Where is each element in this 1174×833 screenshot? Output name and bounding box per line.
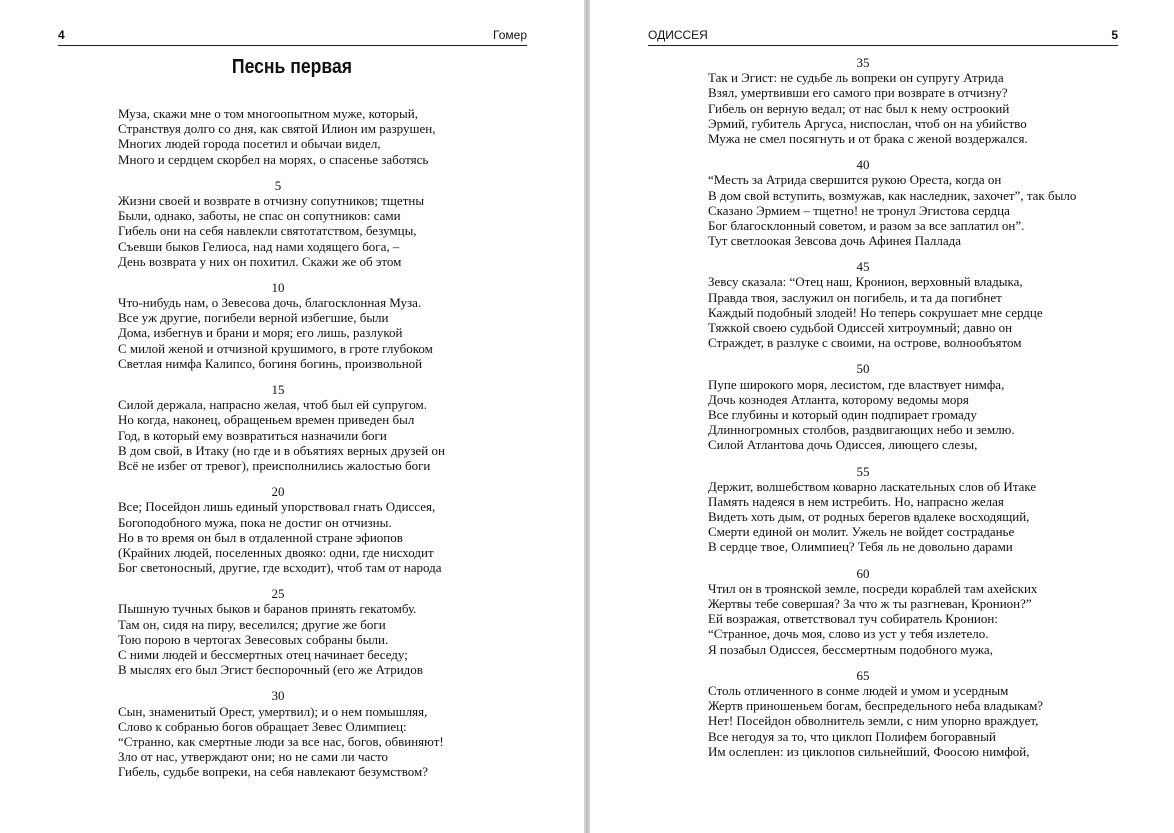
verse-line: С ними людей и бессмертных отец начинает беседу; <box>118 647 408 662</box>
verse-line: Гибель он верную ведал; от нас был к нему остроокий <box>708 100 1010 116</box>
verse-line: Я позабыл Одиссея, бессмертным подобного мужа, <box>708 641 993 657</box>
verse-line: В дом свой, в Итаку (но где и в объятиях верных друзей он <box>118 442 445 458</box>
verse-line: Эрмий, губитель Аргуса, ниспослан, чтоб он на убийство <box>708 115 1027 131</box>
left-verse-column <box>118 106 445 780</box>
verse-line: “Странное, дочь моя, слово из уст у тебя излетело. <box>708 626 989 642</box>
verse-line: “Месть за Атрида свершится рукою Ореста, когда он <box>708 172 1002 188</box>
verse-line: Смерти единой он молит. Ужель не войдет состраданье <box>708 524 1015 540</box>
verse-line: В дом свой вступить, возмужав, как наследник, захочет”, так было <box>708 187 1077 203</box>
verse-line: Жертвы тебе совершая? За что ж ты разгневан, Кронион?” <box>708 596 1032 611</box>
verse-line: Светлая нимфа Калипсо, богиня богинь, произвольной <box>118 355 423 371</box>
verse-line: Странствуя долго со дня, как святой Илион им разрушен, <box>118 121 436 137</box>
left-running-head: Гомер <box>493 28 527 42</box>
verse-line: Что-нибудь нам, о Зевесова дочь, благосклонная Муза. <box>118 295 422 311</box>
stanza <box>118 382 445 473</box>
verse-line: Взял, умертвивши его самого при возврате в отчизну? <box>708 85 1008 101</box>
line-number: 20 <box>271 484 285 500</box>
verse-line: Видеть хоть дым, от родных берегов вдалеке восходящий, <box>708 509 1030 525</box>
right-page-number: 5 <box>1111 28 1118 42</box>
right-verse-column <box>708 55 1077 759</box>
verse-line: Жизни своей и возврате в отчизну сопутников; тщетны <box>118 192 425 208</box>
verse-line: Нет! Посейдон обволнитель земли, с ним упорно враждует, <box>708 713 1039 729</box>
line-number: 5 <box>274 177 282 193</box>
verse-line: Все негодуя за то, что циклоп Полифем богоравный <box>708 728 996 744</box>
stanza <box>118 280 438 371</box>
verse-line: Пупе широкого моря, лесистом, где властвует нимфа, <box>708 376 1005 392</box>
verse-line: Страждет, в разлуке с своими, на острове, волнообъятом <box>708 335 1022 351</box>
left-page <box>0 0 584 833</box>
verse-line: Дочь кознодея Атланта, которому ведомы моря <box>708 391 969 407</box>
verse-line: Каждый подобный злодей! Но теперь сокрушает мне сердце <box>708 304 1043 320</box>
line-number: 55 <box>856 463 870 479</box>
verse-line: Сказано Эрмием – тщетно! не тронул Эгистова сердца <box>708 202 1010 218</box>
line-number: 15 <box>271 382 285 397</box>
verse-line: Были, однако, заботы, не спас он сопутников: сами <box>118 208 401 224</box>
verse-line: В мыслях его был Эгист беспорочный (его же Атридов <box>118 662 423 678</box>
stanza <box>708 565 1038 657</box>
verse-line: Съевши быков Гелиоса, над нами ходящего бога, – <box>118 238 400 254</box>
verse-line: День возврата у них он похитил. Скажи же об этом <box>118 253 402 269</box>
verse-line: Дома, избегнув и брани и моря; его лишь, разлукой <box>118 325 403 341</box>
right-header-rule <box>648 45 1118 46</box>
stanza <box>118 586 438 677</box>
verse-line: Зло от нас, утверждают они; но не сами ли часто <box>118 749 389 765</box>
verse-line: “Странно, как смертные люди за все нас, богов, обвиняют! <box>118 733 444 749</box>
verse-line: Ей возражая, ответствовал туч собиратель Кронион: <box>708 611 998 627</box>
verse-line: Бог благосклонный советом, и разом за все заплатил он”. <box>708 217 1025 233</box>
right-running-head: ОДИССЕЯ <box>648 28 708 42</box>
line-number: 35 <box>856 55 870 70</box>
line-number: 25 <box>271 586 285 602</box>
line-number: 65 <box>856 667 870 683</box>
verse-line: Богоподобного мужа, пока не достиг он отчизны. <box>118 514 392 530</box>
verse-line: Мужа не смел посягнуть и от брака с женой воздержался. <box>708 130 1028 146</box>
verse-line: Но когда, наконец, обращеньем времен приведен был <box>118 412 415 428</box>
verse-line: Но в то время он был в отдаленной стране эфиопов <box>118 529 403 545</box>
stanza <box>708 157 1077 249</box>
verse-line: Многих людей города посетил и обычаи видел, <box>118 136 381 152</box>
stanza <box>118 484 442 576</box>
verse-line: Так и Эгист: не судьбе ль вопреки он супругу Атрида <box>708 70 1004 86</box>
left-header-rule <box>58 45 527 46</box>
verse-line: (Крайних людей, поселенных двояко: одни, где нисходит <box>118 544 434 560</box>
stanza <box>118 106 438 167</box>
right-page <box>590 0 1174 833</box>
verse-line: Держит, волшебством коварно ласкательных слов об Итаке <box>708 478 1037 494</box>
verse-line: Жертв приношеньем богам, беспредельного неба владыкам? <box>708 698 1044 714</box>
verse-line: Муза, скажи мне о том многоопытном муже, который, <box>118 106 419 121</box>
verse-line: Все глубины и который один подпирает громаду <box>708 406 977 422</box>
verse-line: С милой женой и отчизной крушимого, в гроте глубоком <box>118 340 433 356</box>
verse-line: Год, в который ему возвратиться назначили боги <box>118 427 387 443</box>
verse-line: В сердце твое, Олимпиец? Тебя ль не довольно дарами <box>708 539 1013 555</box>
verse-line: Им ослеплен: из циклопов сильнейший, Фоосою нимфой, <box>708 743 1030 759</box>
chapter-title: Песнь первая <box>231 56 353 78</box>
verse-line: Бог светоносный, другие, где всходит), чтоб там от народа <box>118 560 442 576</box>
verse-line: Тут светлоокая Зевсова дочь Афинея Паллада <box>708 233 962 249</box>
line-number: 30 <box>271 688 285 704</box>
verse-line: Гибель, судьбе вопреки, на себя навлекают безумством? <box>118 764 428 780</box>
verse-line: Тяжкой своею судьбой Одиссей хитроумный; давно он <box>708 320 1013 335</box>
stanza <box>118 178 438 269</box>
line-number: 10 <box>271 279 285 295</box>
verse-line: Много и сердцем скорбел на морях, о спасенье заботясь <box>118 151 429 167</box>
stanza <box>708 361 1018 452</box>
stanza <box>708 463 1037 555</box>
verse-line: Зевсу сказала: “Отец наш, Кронион, верховный владыка, <box>708 274 1023 290</box>
stanza <box>708 55 1028 146</box>
line-number: 50 <box>856 361 870 377</box>
stanza <box>708 259 1043 351</box>
verse-line: Чтил он в троянской земле, посреди кораблей там ахейских <box>708 580 1038 596</box>
verse-line: Там он, сидя на пиру, веселился; другие же боги <box>118 616 386 632</box>
verse-line: Все уж другие, погибели верной избегшие, были <box>118 310 389 326</box>
line-number: 40 <box>856 157 870 173</box>
verse-line: Все; Посейдон лишь единый упорствовал гнать Одиссея, <box>118 499 436 515</box>
verse-line: Столь отличенного в сонме людей и умом и усердным <box>708 682 1009 698</box>
verse-line: Память надеяся в нем истребить. Но, напрасно желая <box>708 493 1004 509</box>
line-number: 60 <box>856 565 870 581</box>
verse-line: Сын, знаменитый Орест, умертвил); и о нем помышляя, <box>118 703 428 719</box>
verse-line: Правда твоя, заслужил он погибель, и та да погибнет <box>708 289 1002 305</box>
stanza <box>118 688 444 780</box>
verse-line: Силой Атлантова дочь Одиссея, лиющего слезы, <box>708 437 978 453</box>
line-number: 45 <box>856 259 870 275</box>
verse-line: Тою порою в чертогах Зевесовых собраны были. <box>118 631 389 647</box>
verse-line: Силой держала, напрасно желая, чтоб был ей супругом. <box>118 397 428 413</box>
verse-line: Всё не избег от тревог), преисполнились жалостью боги <box>118 457 431 473</box>
verse-line: Гибель они на себя навлекли святотатством, безумцы, <box>118 223 417 239</box>
stanza <box>708 667 1044 759</box>
verse-line: Пышную тучных быков и баранов принять гекатомбу. <box>118 601 417 617</box>
left-page-number: 4 <box>58 28 65 42</box>
verse-line: Длинногромных столбов, раздвигающих небо и землю. <box>708 422 1015 438</box>
verse-line: Слово к собранью богов обращает Зевес Олимпиец: <box>118 718 407 734</box>
